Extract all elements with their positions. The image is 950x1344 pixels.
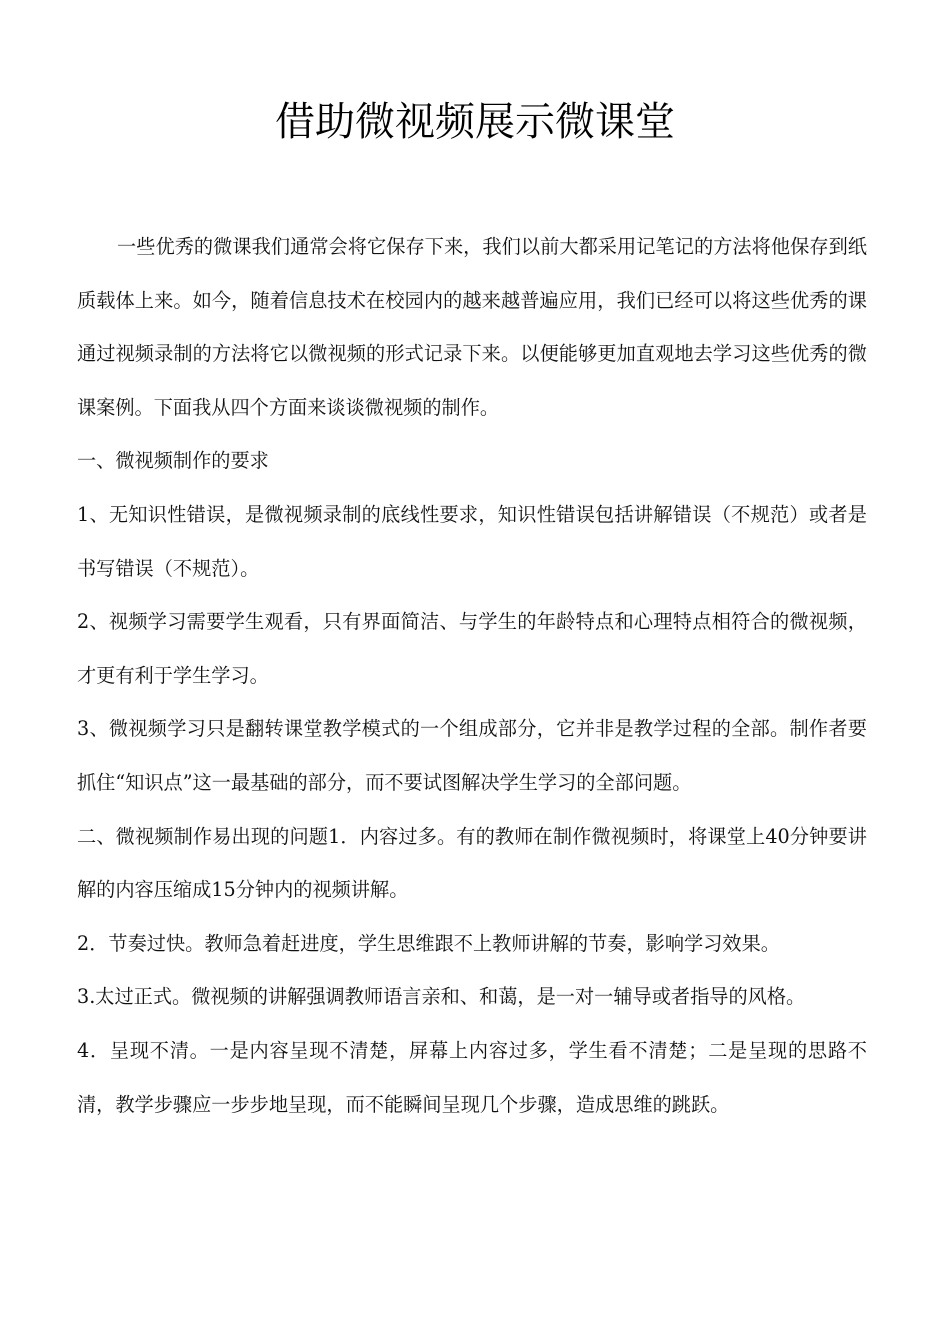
section-problems-item-1: 二、微视频制作易出现的问题1．内容过多。有的教师在制作微视频时，将课堂上40分钟要讲解的内容压缩成15分钟内的视频讲解。 bbox=[77, 824, 867, 902]
problem-item-4: 4．呈现不清。一是内容呈现不清楚，屏幕上内容过多，学生看不清楚；二是呈现的思路不清，教学步骤应一步步地呈现，而不能瞬间呈现几个步骤，造成思维的跳跃。 bbox=[77, 1038, 867, 1116]
intro-paragraph: 一些优秀的微课我们通常会将它保存下来，我们以前大都采用记笔记的方法将他保存到纸质载体上来。如今，随着信息技术在校园内的越来越普遍应用，我们已经可以将这些优秀的课通过视频录制的方法将它以微视频的形式记录下来。以便能够更加直观地去学习这些优秀的微课案例。下面我从四个方面来谈谈微视频的制作。 bbox=[77, 235, 867, 419]
problem-item-3: 3.太过正式。微视频的讲解强调教师语言亲和、和蔼，是一对一辅导或者指导的风格。 bbox=[77, 985, 806, 1009]
section-heading-requirements: 一、微视频制作的要求 bbox=[77, 449, 269, 473]
problem-item-2: 2．节奏过快。教师急着赶进度，学生思维跟不上教师讲解的节奏，影响学习效果。 bbox=[77, 931, 780, 955]
requirement-item-2: 2、视频学习需要学生观看，只有界面简洁、与学生的年龄特点和心理特点相符合的微视频，才更有利于学生学习。 bbox=[77, 610, 867, 687]
requirement-item-3: 3、微视频学习只是翻转课堂教学模式的一个组成部分，它并非是教学过程的全部。制作者要抓住“知识点”这一最基础的部分，而不要试图解决学生学习的全部问题。 bbox=[77, 717, 867, 794]
document-body bbox=[77, 220, 867, 1131]
requirement-item-1: 1、无知识性错误，是微视频录制的底线性要求，知识性错误包括讲解错误（不规范）或者是书写错误（不规范）。 bbox=[77, 502, 867, 580]
document-title: 借助微视频展示微课堂 bbox=[275, 99, 675, 145]
